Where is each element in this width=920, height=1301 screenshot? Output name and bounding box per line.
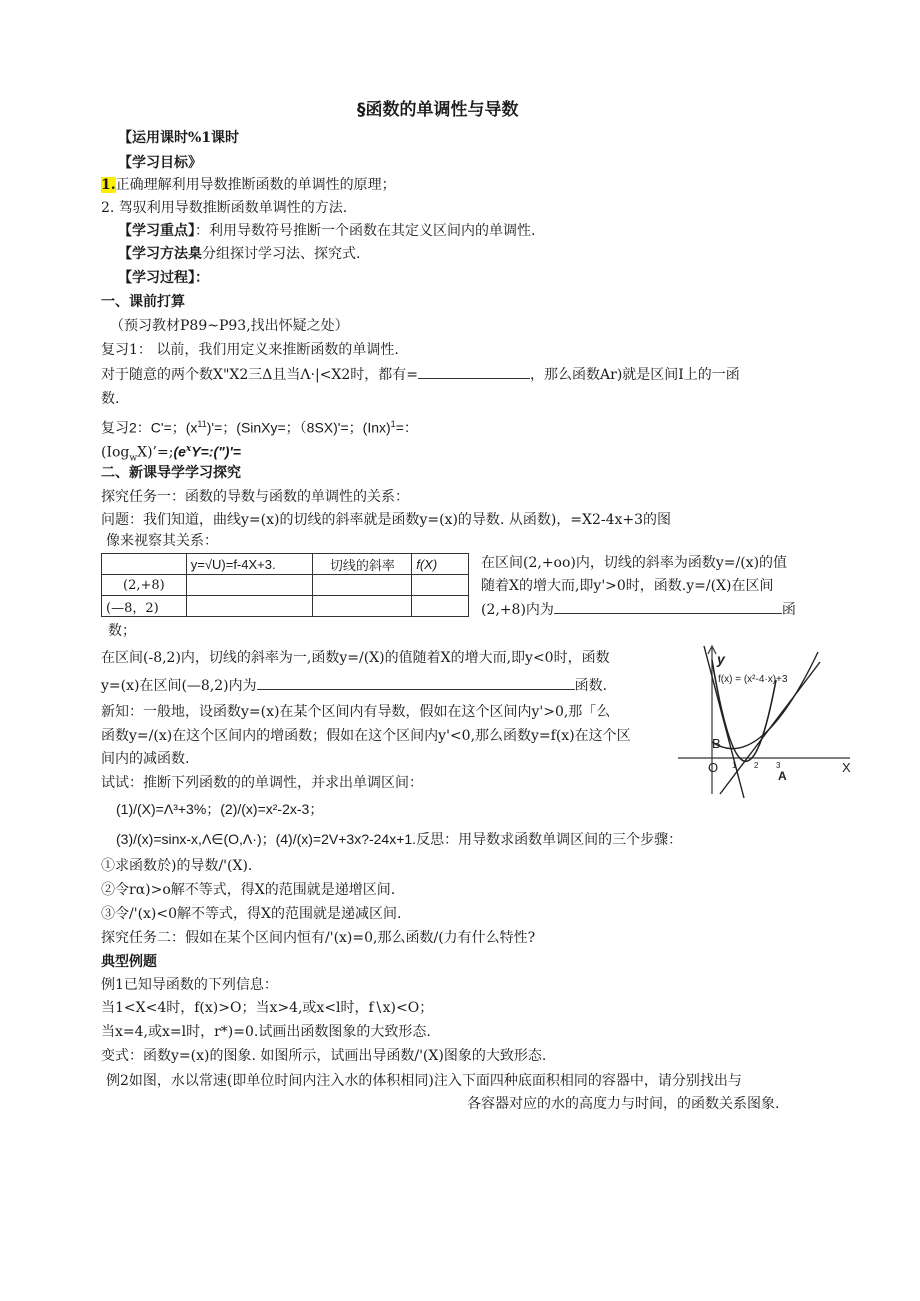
table-cell: 切线的斜率 xyxy=(313,554,412,575)
review1-blank xyxy=(418,364,530,379)
objective-2: 2. 驾驭利用导数推断函数单调性的方法. xyxy=(101,200,348,216)
table-cell: y=√U)=f-4X+3. xyxy=(186,554,313,575)
review1-line-b: ，那么函数Ar)就是区间I上的一函 xyxy=(530,367,740,383)
example1-line2: 当x=4,或x=l时，r*)=0.试画出函数图象的大致形态. xyxy=(101,1024,431,1040)
tick-2: 2 xyxy=(754,761,759,770)
objective-1-text: 正确理解利用导数推断函数的单调性的原理； xyxy=(115,177,396,193)
slope-table xyxy=(101,553,469,617)
review2-sup1: 11 xyxy=(197,419,207,429)
review2-line2-sub: w xyxy=(129,453,138,464)
point-b-label: B xyxy=(712,736,721,751)
origin-label: O xyxy=(708,760,719,775)
review2-line2-b: X)’=; xyxy=(137,444,174,461)
review2-line1 xyxy=(101,414,418,438)
example1-intro: 例1已知导函数的下列信息： xyxy=(101,977,278,993)
review1-line-c: 数. xyxy=(101,391,120,407)
new-knowledge-2: 函数y=/(x)在这个区间内的增函数；假如在这个区间内y'<0,那么函数y=f(x)在这个区 xyxy=(101,728,631,744)
table-cell: (2,+8) xyxy=(102,575,187,596)
graph-formula: f(x) = (x²-4·x)+3 xyxy=(718,674,788,685)
review2-sup2: 1 xyxy=(390,419,396,429)
review2-part-c: =： xyxy=(395,419,418,436)
review2-line2-c: (e xyxy=(173,443,186,460)
table-row xyxy=(102,596,469,617)
side-text-3 xyxy=(481,599,796,620)
side-blank xyxy=(554,599,782,614)
review1-line-a: 对于随意的两个数X"X2三Δ且当Λ·|<X2时，都有= xyxy=(101,367,419,383)
table-header-row xyxy=(102,554,469,575)
tick-1: 1 xyxy=(732,761,737,770)
process-heading: 【学习过程】： xyxy=(118,270,209,286)
preview-note: （预习教材P89~P93,找出怀疑之处） xyxy=(110,318,349,334)
example1-line1: 当1<X<4时，f(x)>O；当x>4,或x<l时，f∖x)<O； xyxy=(101,1000,434,1016)
interval2-line-b xyxy=(101,675,607,696)
table-cell xyxy=(102,554,187,575)
section1-heading: 一、课前打算 xyxy=(101,294,185,310)
question-line-a: 问题：我们知道，曲线y=(x)的切线的斜率就是函数y=(x)的导数. 从函数)，=X2-4x+3的图 xyxy=(101,512,672,528)
objective-1-number: 1. xyxy=(101,177,116,193)
step-2: ②令rα)>o解不等式，得X的范围就是递增区间. xyxy=(101,882,396,898)
review2-line2-sup: x xyxy=(185,444,192,454)
example2-line-a: 例2如图，水以常速(即单位时间内注入水的体积相同)注入下面四种底面积相同的容器中，请分别找出与 xyxy=(106,1073,742,1089)
side-text-3b: 函 xyxy=(781,602,796,618)
task1: 探究任务一：函数的导数与函数的单调性的关系： xyxy=(101,489,409,505)
point-a-label: A xyxy=(778,769,787,783)
study-method-label: 【学习方法臬 xyxy=(118,246,202,262)
table-cell xyxy=(313,596,412,617)
interval2-b-text: y=(x)在区间(—8,2)内为 xyxy=(101,678,257,694)
review2-part-a: 复习2：C'=；(x xyxy=(101,419,198,436)
study-method xyxy=(118,244,360,264)
tangent-line-b xyxy=(704,646,744,798)
variant: 变式：函数y=(x)的图象. 如图所示，试画出导函数/'(X)图象的大致形态. xyxy=(101,1048,547,1064)
section2-heading: 二、新课导学学习探究 xyxy=(101,465,241,481)
side-text-2: 随着X的增大而,即y'>0时，函数.y=/(X)在区间 xyxy=(481,578,774,594)
table-row xyxy=(102,575,469,596)
interval2-c-text: 函数. xyxy=(574,678,608,694)
tick-3: 3 xyxy=(776,761,781,770)
examples-heading: 典型例题 xyxy=(101,954,157,970)
x-label: X xyxy=(842,760,851,775)
key-points-label: 【学习重点】 xyxy=(118,223,195,239)
side-text-1: 在区间(2,+oo)内，切线的斜率为函数y=/(x)的值 xyxy=(481,555,788,571)
table-cell: f(X) xyxy=(412,554,469,575)
key-points-text: ：利用导数符号推断一个函数在其定义区间内的单调性. xyxy=(195,223,536,239)
question-line-b: 像来视察其关系： xyxy=(106,533,218,549)
side-text-3a: (2,+8)内为 xyxy=(481,602,554,618)
review2-line2-a: (Iog xyxy=(101,444,130,461)
study-method-text: 分组探讨学习法、探究式. xyxy=(202,246,361,262)
review2-line2-d: Y=:(")'= xyxy=(191,443,241,460)
review1: 复习1： 以前，我们用定义来推断函数的单调性. xyxy=(101,342,399,358)
parabola-graph xyxy=(672,642,858,800)
table-cell xyxy=(313,575,412,596)
table-cell: (—8，2) xyxy=(102,596,187,617)
objective-1 xyxy=(101,175,396,195)
objectives-heading: 【学习目标》 xyxy=(118,155,202,171)
class-hours: 【运用课时%1课时 xyxy=(118,130,240,146)
review1-line xyxy=(101,364,740,385)
exercise-2: (3)/(x)=sinx-x,Λ∈(O,Λ·)；(4)/(x)=2V+3x?-24x+1.反思：用导数求函数单调区间的三个步骤： xyxy=(116,831,683,847)
table-cell xyxy=(186,575,313,596)
exercise-1: (1)/(X)=Λ³+3%；(2)/(x)=x²-2x-3； xyxy=(116,801,324,817)
new-knowledge-1: 新知：一般地，设函数y=(x)在某个区间内有导数，假如在这个区间内y'>0,那「么 xyxy=(101,704,611,720)
table-cell xyxy=(412,575,469,596)
review2-part-b: )'=；(SinXy=；（8SX)'=；(Inx) xyxy=(206,419,391,436)
interval2-blank xyxy=(257,675,575,690)
step-1: ①求函数於)的导数/'(X). xyxy=(101,858,253,874)
interval2-line-a: 在区间(-8,2)内，切线的斜率为一,函数y=/(X)的值随着X的增大而,即y<0时，函数 xyxy=(101,650,610,666)
task2: 探究任务二：假如在某个区间内恒有/'(x)=0,那么函数/(力有什么特性? xyxy=(101,930,536,946)
page-title: §函数的单调性与导数 xyxy=(357,100,519,120)
table-cell xyxy=(412,596,469,617)
exercise-intro: 试试：推断下列函数的的单调性，并求出单调区间： xyxy=(101,775,423,791)
side-text-4: 数； xyxy=(108,623,136,639)
y-label: y xyxy=(717,651,725,667)
new-knowledge-3: 间内的减函数. xyxy=(101,751,190,767)
key-points xyxy=(118,221,535,241)
table-cell xyxy=(186,596,313,617)
example2-line-b: 各容器对应的水的高度力与时间，的函数关系图象. xyxy=(467,1096,780,1112)
step-3: ③令/'(x)<0解不等式，得X的范围就是递减区间. xyxy=(101,906,402,922)
